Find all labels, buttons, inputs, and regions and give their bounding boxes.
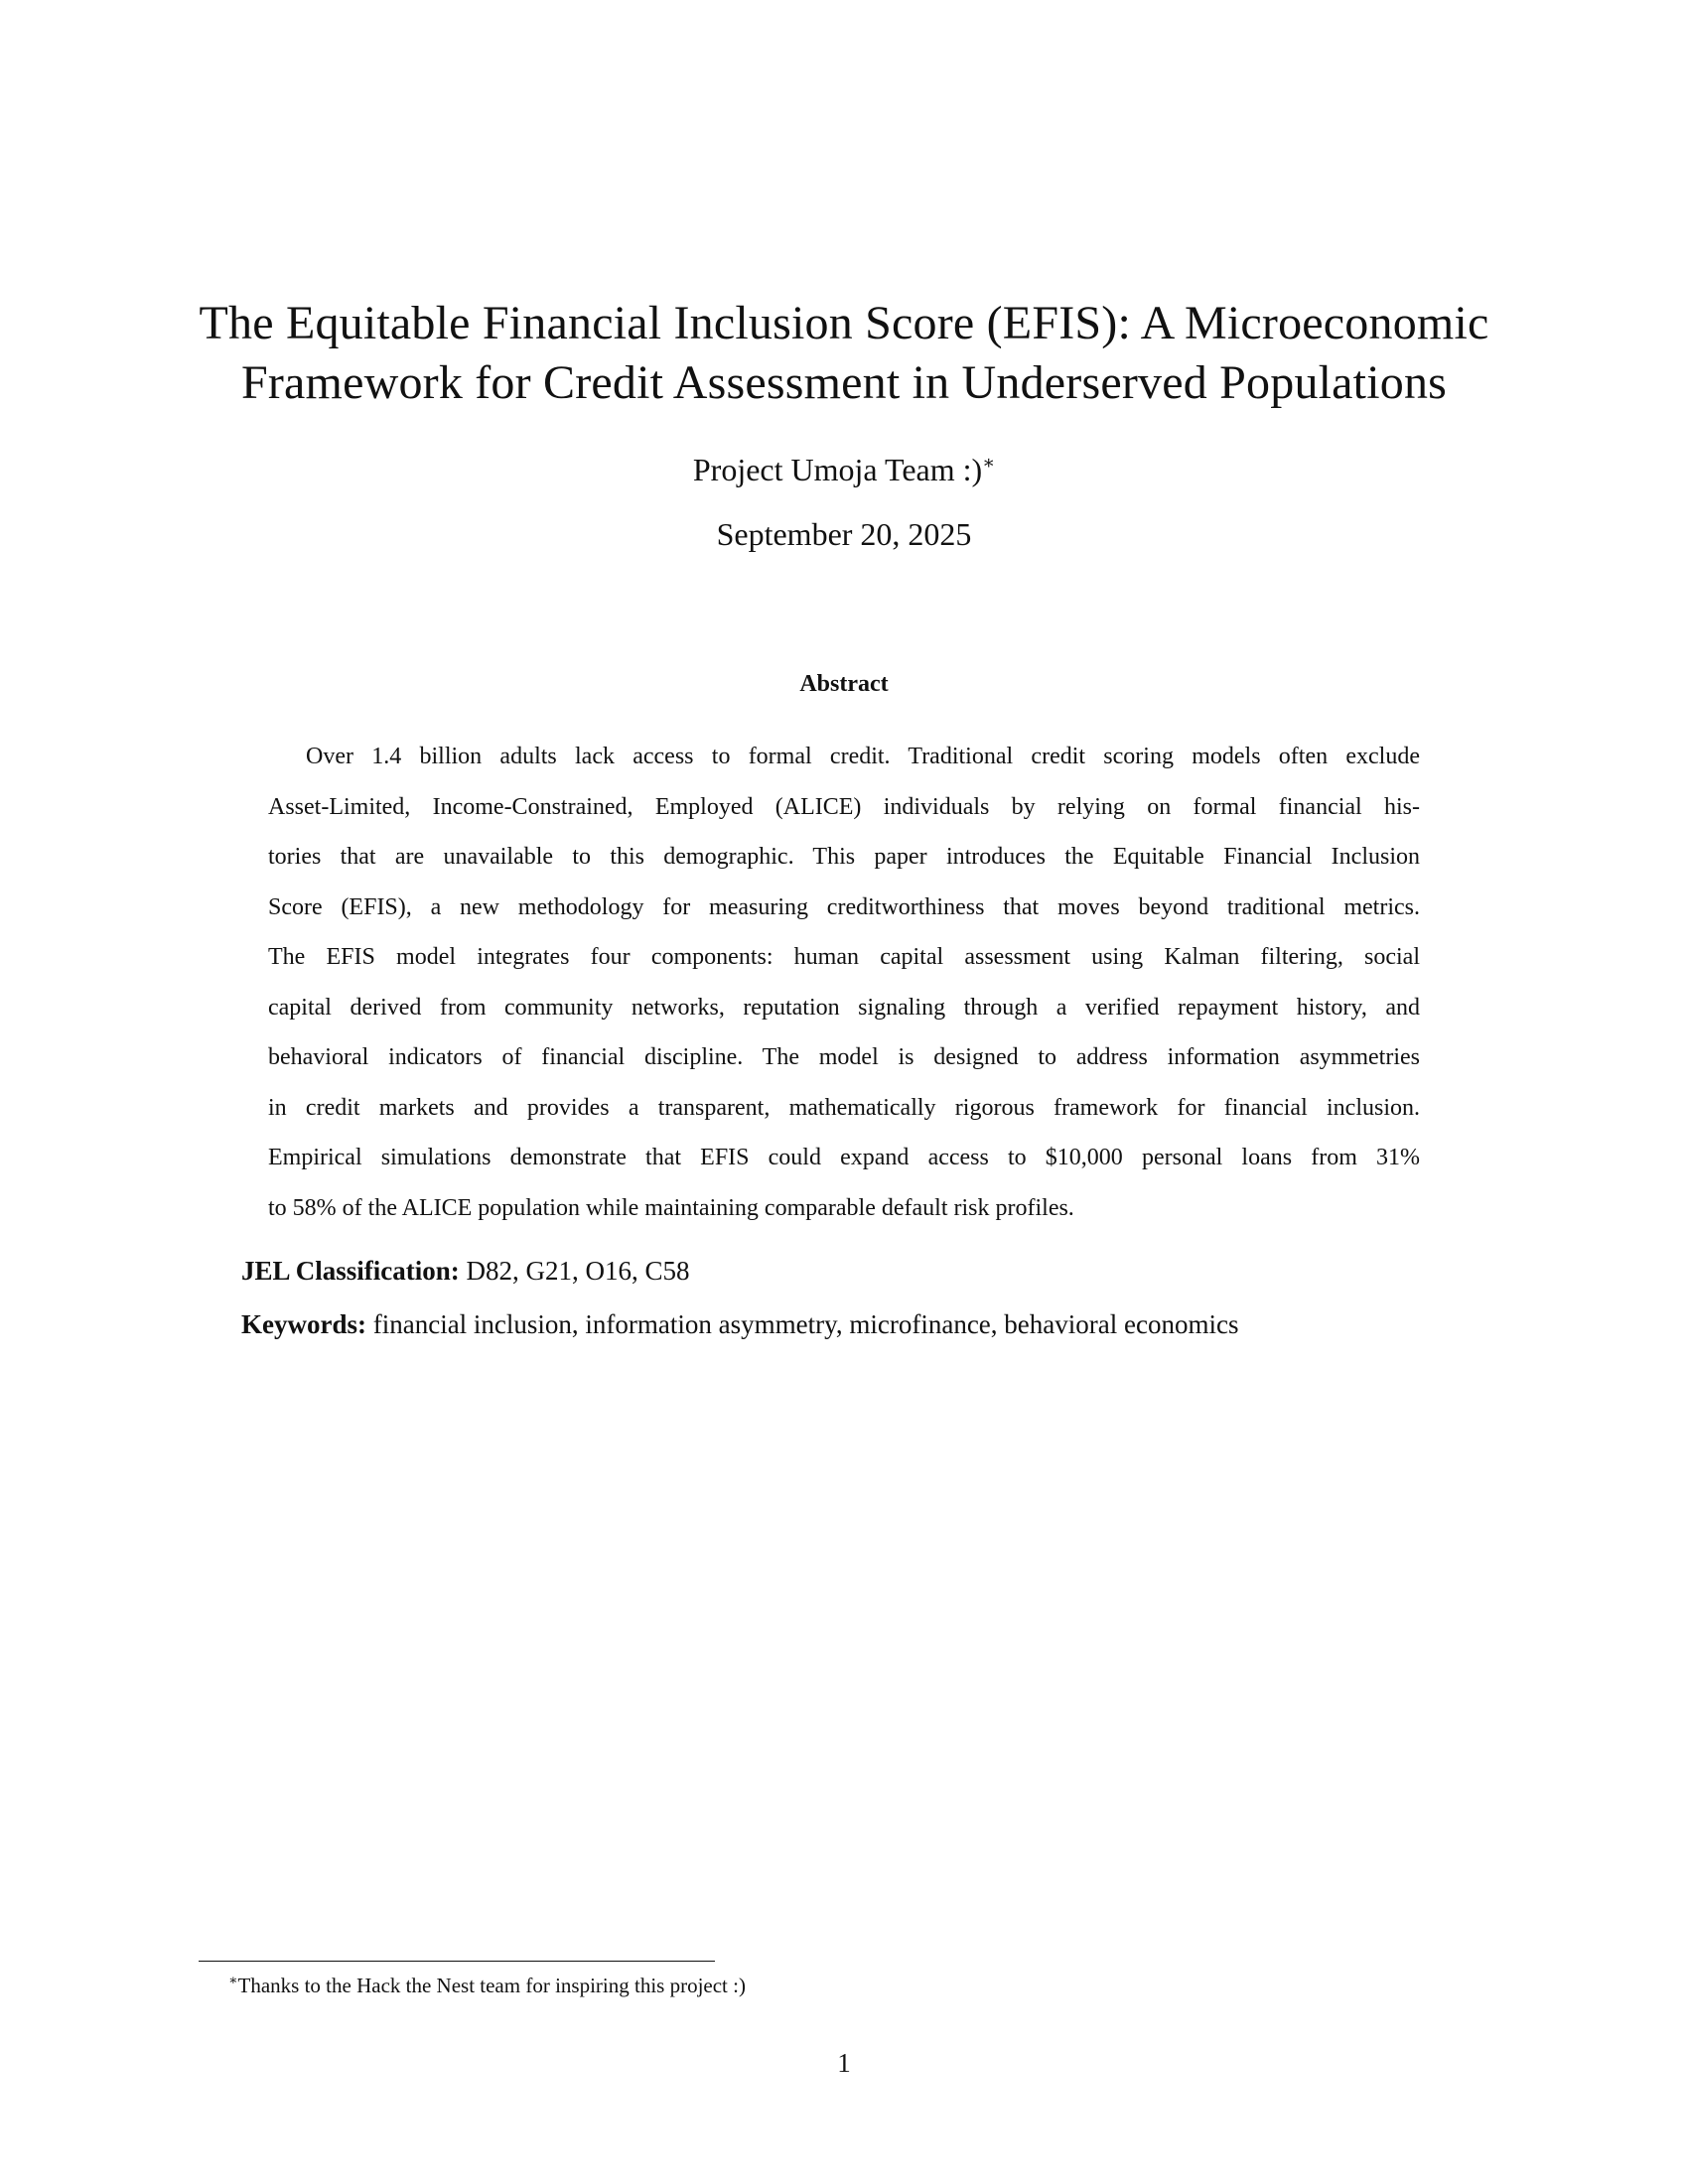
abstract-line: in credit markets and provides a transparent, mathematically rigorous framework for financial inclusion. — [268, 1094, 1420, 1121]
author-footnote-mark: ∗ — [982, 453, 996, 474]
footnote-mark: ∗ — [228, 1974, 238, 1988]
abstract-line: capital derived from community networks, reputation signaling through a verified repayment history, and — [268, 994, 1420, 1021]
abstract-line: The EFIS model integrates four components: human capital assessment using Kalman filtering, social — [268, 944, 1420, 970]
abstract-line: to 58% of the ALICE population while maintaining comparable default risk profiles. — [268, 1194, 1074, 1221]
abstract-line: tories that are unavailable to this demographic. This paper introduces the Equitable Financial Inclusion — [268, 844, 1420, 870]
jel-value: D82, G21, O16, C58 — [466, 1256, 690, 1286]
abstract-body — [268, 732, 1420, 1233]
author-line — [179, 450, 1509, 489]
keywords-value: financial inclusion, information asymmetry, microfinance, behavioral economics — [372, 1309, 1239, 1339]
abstract-line: Asset-Limited, Income-Constrained, Employed (ALICE) individuals by relying on formal financial his- — [268, 793, 1420, 820]
keywords — [241, 1306, 1238, 1342]
title-line-1: The Equitable Financial Inclusion Score (EFIS): A Microeconomic — [199, 297, 1489, 349]
page-number: 1 — [837, 2048, 851, 2078]
publication-date: September 20, 2025 — [716, 516, 972, 552]
abstract-line: Empirical simulations demonstrate that EFIS could expand access to $10,000 personal loans from 31% — [268, 1145, 1420, 1170]
title-line-2: Framework for Credit Assessment in Underserved Populations — [240, 356, 1448, 409]
paper-title — [179, 294, 1509, 413]
abstract-heading: Abstract — [799, 671, 889, 697]
abstract-line: Score (EFIS), a new methodology for measuring creditworthiness that moves beyond traditional metrics. — [268, 893, 1420, 920]
footnote-divider — [199, 1961, 715, 1962]
jel-classification — [241, 1253, 690, 1289]
jel-label: JEL Classification: — [241, 1256, 460, 1286]
keywords-label: Keywords: — [241, 1309, 366, 1339]
abstract-line: behavioral indicators of financial discipline. The model is designed to address information asymmetries — [268, 1044, 1420, 1070]
footnote — [228, 1971, 746, 2000]
abstract-line: Over 1.4 billion adults lack access to formal credit. Traditional credit scoring models often exclude — [306, 744, 1420, 769]
author-name: Project Umoja Team :) — [692, 452, 983, 487]
footnote-text: Thanks to the Hack the Nest team for inspiring this project :) — [237, 1974, 746, 1997]
